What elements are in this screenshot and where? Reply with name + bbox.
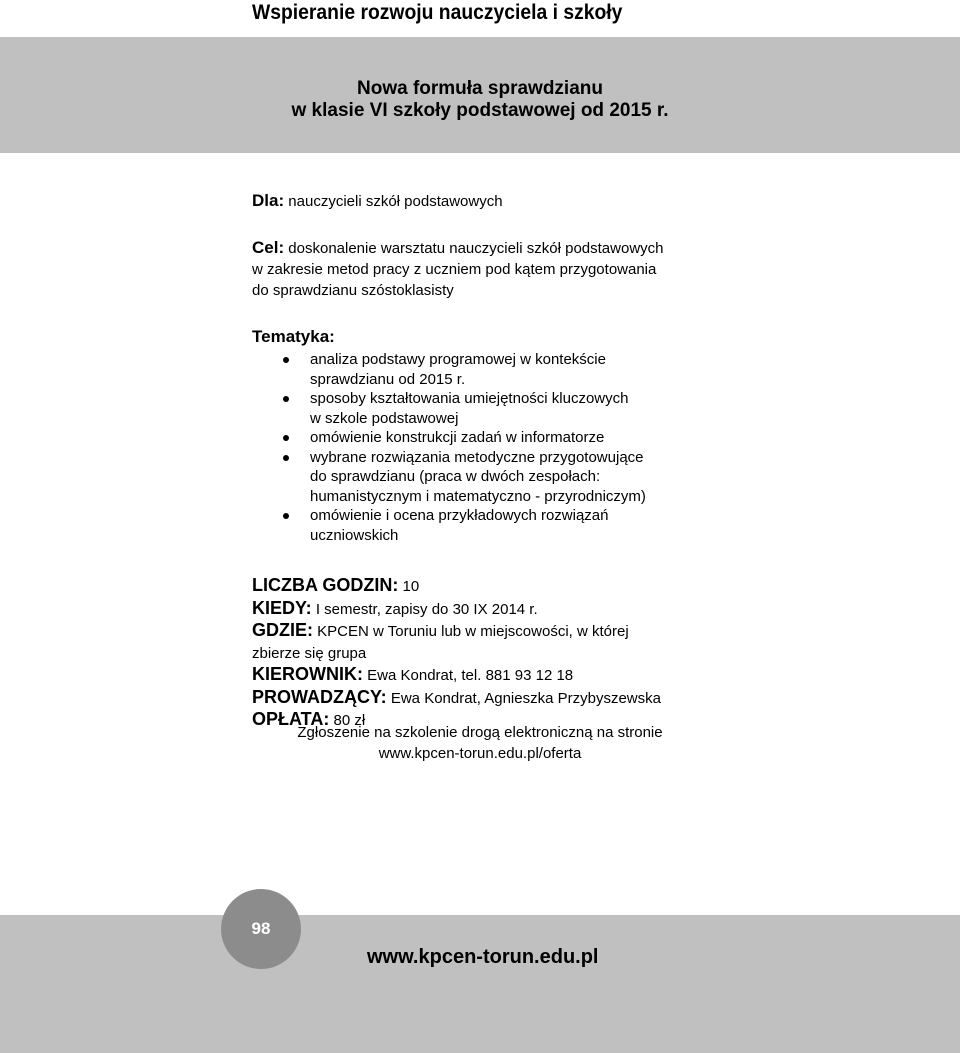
manager-value: Ewa Kondrat, tel. 881 93 12 18 xyxy=(367,667,574,684)
audience-label: Dla: xyxy=(252,191,285,210)
footer-url-link[interactable]: www.kpcen-torun.edu.pl xyxy=(367,946,599,968)
topic-line: do sprawdzianu (praca w dwóch zespołach: xyxy=(310,468,601,485)
topic-line: omówienie konstrukcji zadań w informatorze xyxy=(310,429,605,446)
hours-label: LICZBA GODZIN: xyxy=(252,575,399,595)
topics-list xyxy=(252,350,722,545)
topic-line: sposoby kształtowania umiejętności kluczowych xyxy=(310,390,629,407)
page-number: 98 xyxy=(221,889,301,969)
topic-line: analiza podstawy programowej w kontekście xyxy=(310,351,606,368)
goal-line-3: do sprawdzianu szóstoklasisty xyxy=(252,282,454,299)
bullet-icon xyxy=(283,357,289,363)
when-value: I semestr, zapisy do 30 IX 2014 r. xyxy=(315,600,538,618)
course-details xyxy=(252,190,722,732)
where-field xyxy=(252,620,722,643)
when-field xyxy=(252,598,722,621)
goal-field xyxy=(252,237,722,301)
instructors-label: PROWADZĄCY: xyxy=(252,686,387,707)
topic-item xyxy=(252,506,722,545)
fee-label: OPŁATA: xyxy=(252,709,330,729)
topic-item xyxy=(252,350,722,389)
when-label: KIEDY: xyxy=(252,597,312,618)
signup-note xyxy=(0,722,960,764)
signup-link[interactable]: www.kpcen-torun.edu.pl/oferta xyxy=(378,745,582,762)
course-meta xyxy=(252,575,722,732)
topics-heading: Tematyka: xyxy=(252,327,335,346)
topic-line: uczniowskich xyxy=(310,526,399,544)
topic-line: humanistycznym i matematyczno - przyrodniczym) xyxy=(310,487,646,505)
hours-value: 10 xyxy=(402,578,420,595)
hours-field xyxy=(252,575,722,598)
goal-line-1 xyxy=(252,237,722,259)
footer-band xyxy=(0,915,960,1053)
goal-value-1: doskonalenie warsztatu nauczycieli szkół podstawowych xyxy=(288,240,664,257)
audience-value: nauczycieli szkół podstawowych xyxy=(288,193,503,210)
bullet-icon xyxy=(283,435,289,441)
topic-line: w szkole podstawowej xyxy=(310,409,459,427)
where-value-cont: zbierze się grupa xyxy=(252,644,367,662)
bullet-icon xyxy=(283,396,289,402)
manager-label: KIEROWNIK: xyxy=(252,664,363,684)
topic-line: wybrane rozwiązania metodyczne przygotowujące xyxy=(310,448,644,466)
topic-item xyxy=(252,448,722,507)
bullet-icon xyxy=(283,455,289,461)
goal-line-2: w zakresie metod pracy z uczniem pod kątem przygotowania xyxy=(252,261,657,278)
signup-line-1: Zgłoszenie na szkolenie drogą elektroniczną na stronie xyxy=(297,724,663,741)
topic-item xyxy=(252,389,722,428)
running-head: Wspieranie rozwoju nauczyciela i szkoły xyxy=(252,1,623,24)
course-title xyxy=(0,78,960,122)
goal-label: Cel: xyxy=(252,238,285,257)
instructors-field xyxy=(252,687,722,710)
manager-field xyxy=(252,664,722,687)
bullet-icon xyxy=(283,513,289,519)
where-value: KPCEN w Toruniu lub w miejscowości, w której xyxy=(317,623,629,640)
where-label: GDZIE: xyxy=(252,620,313,640)
topic-item xyxy=(252,428,722,448)
topic-line: sprawdzianu od 2015 r. xyxy=(310,370,466,388)
topic-line: omówienie i ocena przykładowych rozwiązań xyxy=(310,507,609,524)
instructors-value: Ewa Kondrat, Agnieszka Przybyszewska xyxy=(390,689,661,707)
course-title-line-1: Nowa formuła sprawdzianu xyxy=(357,78,603,99)
audience-field xyxy=(252,190,722,212)
fee-value: 80 zł xyxy=(333,712,366,729)
course-title-line-2: w klasie VI szkoły podstawowej od 2015 r. xyxy=(291,100,669,121)
